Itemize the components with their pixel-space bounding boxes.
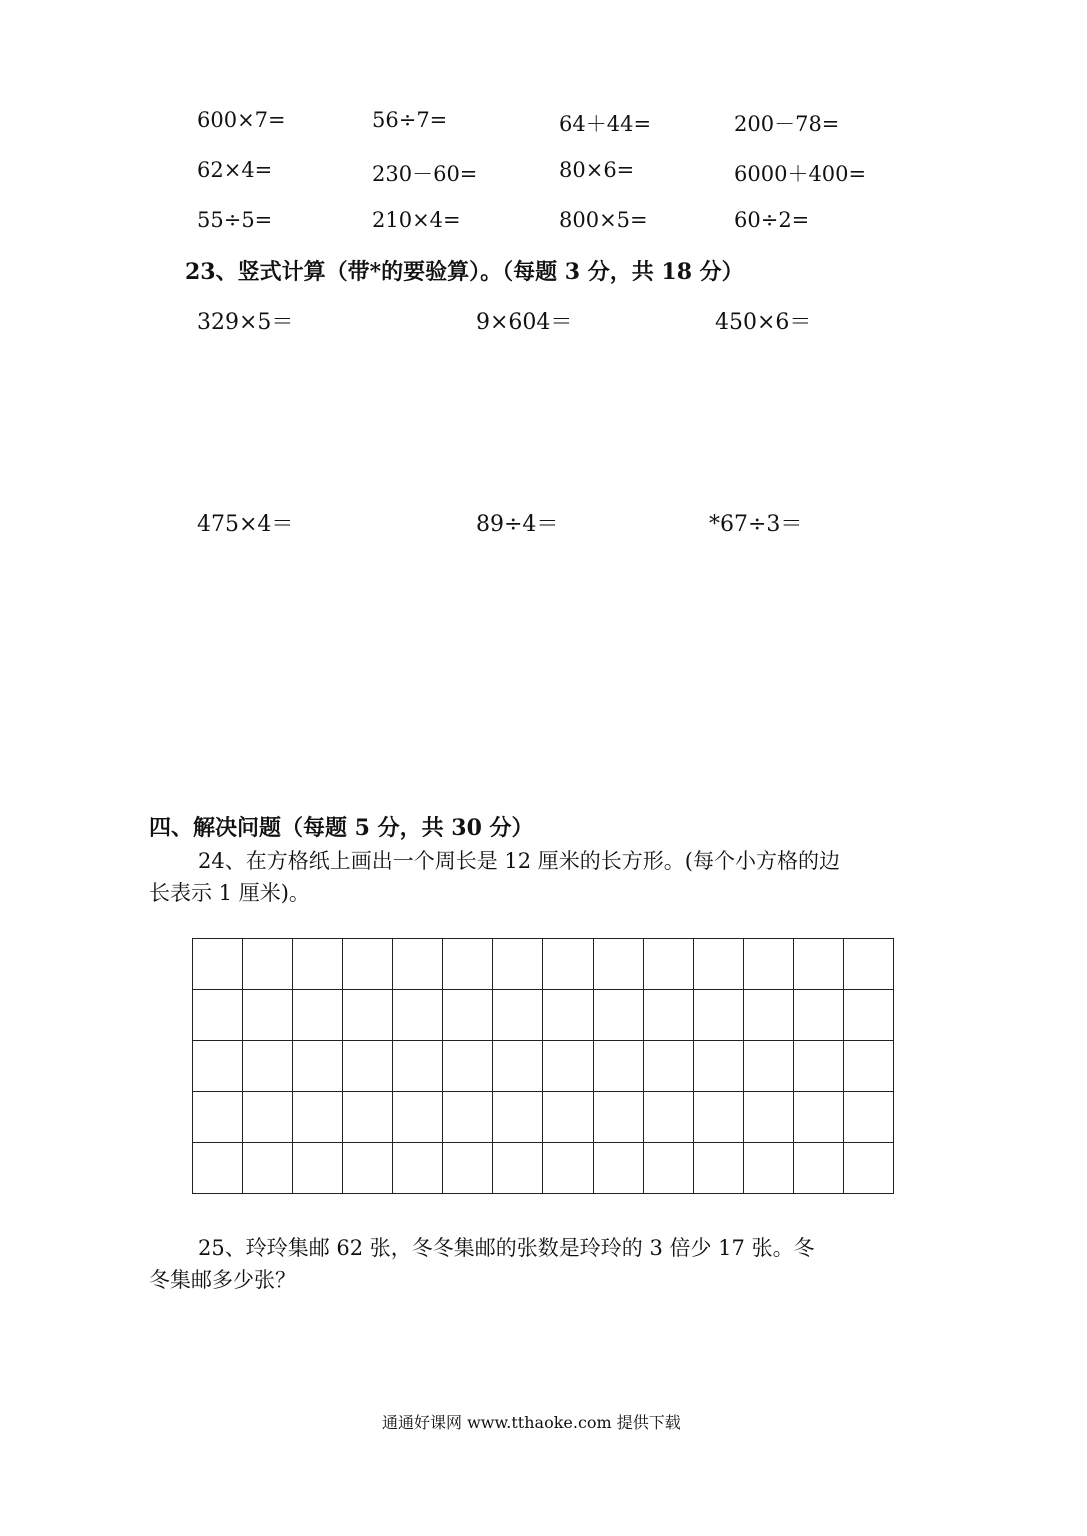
grid-cell[interactable] [743, 939, 793, 990]
grid-cell[interactable] [643, 1092, 693, 1143]
vertical-calc-item: 450×6＝ [715, 310, 812, 335]
q24-text-line-2: 长表示 1 厘米)。 [149, 881, 310, 905]
q23-heading: 23、竖式计算（带*的要验算）。（每题 3 分，共 18 分） [185, 259, 744, 285]
grid-cell[interactable] [843, 1041, 893, 1092]
grid-cell[interactable] [443, 1041, 493, 1092]
grid-cell[interactable] [593, 1041, 643, 1092]
grid-cell[interactable] [543, 990, 593, 1041]
grid-cell[interactable] [243, 939, 293, 990]
grid-cell[interactable] [193, 939, 243, 990]
grid-cell[interactable] [193, 1041, 243, 1092]
vertical-calc-item: *67÷3＝ [709, 512, 803, 537]
grid-cell[interactable] [293, 1143, 343, 1194]
grid-cell[interactable] [193, 990, 243, 1041]
grid-row [193, 1041, 894, 1092]
grid-cell[interactable] [343, 1092, 393, 1143]
grid-cell[interactable] [643, 939, 693, 990]
grid-cell[interactable] [843, 1143, 893, 1194]
vertical-calc-item: 89÷4＝ [476, 512, 559, 537]
oral-calc-item: 80×6= [559, 158, 635, 182]
grid-cell[interactable] [393, 939, 443, 990]
grid-cell[interactable] [293, 990, 343, 1041]
grid-cell[interactable] [543, 939, 593, 990]
grid-cell[interactable] [643, 1143, 693, 1194]
oral-calc-item: 210×4= [372, 208, 461, 232]
oral-calc-item: 600×7= [197, 108, 286, 132]
grid-cell[interactable] [493, 939, 543, 990]
grid-row [193, 1143, 894, 1194]
grid-cell[interactable] [443, 939, 493, 990]
grid-cell[interactable] [493, 990, 543, 1041]
grid-cell[interactable] [193, 1092, 243, 1143]
grid-cell[interactable] [743, 1143, 793, 1194]
grid-cell[interactable] [593, 1092, 643, 1143]
grid-cell[interactable] [393, 990, 443, 1041]
oral-calc-item: 62×4= [197, 158, 273, 182]
oral-calc-item: 230－60= [372, 162, 478, 186]
grid-cell[interactable] [393, 1041, 443, 1092]
grid-cell[interactable] [693, 939, 743, 990]
grid-cell[interactable] [593, 1143, 643, 1194]
grid-cell[interactable] [593, 939, 643, 990]
vertical-calc-item: 9×604＝ [476, 310, 573, 335]
square-grid-paper[interactable] [192, 938, 894, 1194]
q24-text-line-1: 24、在方格纸上画出一个周长是 12 厘米的长方形。(每个小方格的边 [198, 849, 840, 873]
grid-cell[interactable] [543, 1041, 593, 1092]
grid-cell[interactable] [443, 1143, 493, 1194]
oral-calc-item: 55÷5= [197, 208, 273, 232]
grid-cell[interactable] [543, 1092, 593, 1143]
oral-calc-item: 56÷7= [372, 108, 448, 132]
grid-cell[interactable] [243, 1092, 293, 1143]
grid-cell[interactable] [293, 1041, 343, 1092]
grid-cell[interactable] [193, 1143, 243, 1194]
q25-text-line-1: 25、玲玲集邮 62 张，冬冬集邮的张数是玲玲的 3 倍少 17 张。冬 [198, 1236, 815, 1260]
section-4-heading: 四、解决问题（每题 5 分，共 30 分） [149, 815, 534, 841]
grid-cell[interactable] [293, 1092, 343, 1143]
grid-cell[interactable] [743, 990, 793, 1041]
grid-cell[interactable] [393, 1143, 443, 1194]
grid-cell[interactable] [593, 990, 643, 1041]
grid-cell[interactable] [343, 939, 393, 990]
oral-calc-item: 6000＋400= [734, 162, 867, 186]
grid-row [193, 1092, 894, 1143]
grid-row [193, 939, 894, 990]
grid-cell[interactable] [443, 1092, 493, 1143]
grid-cell[interactable] [843, 990, 893, 1041]
grid-row [193, 990, 894, 1041]
grid-cell[interactable] [793, 990, 843, 1041]
grid-cell[interactable] [793, 939, 843, 990]
oral-calc-item: 200－78= [734, 112, 840, 136]
grid-cell[interactable] [693, 990, 743, 1041]
grid-cell[interactable] [543, 1143, 593, 1194]
grid-cell[interactable] [493, 1041, 543, 1092]
grid-cell[interactable] [643, 1041, 693, 1092]
footer-text: 通通好课网 www.tthaoke.com 提供下载 [382, 1413, 681, 1432]
grid-cell[interactable] [843, 1092, 893, 1143]
grid-cell[interactable] [793, 1041, 843, 1092]
grid-cell[interactable] [843, 939, 893, 990]
grid-cell[interactable] [793, 1092, 843, 1143]
oral-calc-item: 800×5= [559, 208, 648, 232]
oral-calc-item: 60÷2= [734, 208, 810, 232]
grid-cell[interactable] [243, 1143, 293, 1194]
vertical-calc-item: 329×5＝ [197, 310, 294, 335]
grid-cell[interactable] [693, 1143, 743, 1194]
grid-cell[interactable] [743, 1092, 793, 1143]
grid-cell[interactable] [343, 1143, 393, 1194]
grid-cell[interactable] [693, 1092, 743, 1143]
grid-cell[interactable] [393, 1092, 443, 1143]
q25-text-line-2: 冬集邮多少张？ [149, 1268, 296, 1292]
grid-cell[interactable] [793, 1143, 843, 1194]
grid-cell[interactable] [293, 939, 343, 990]
grid-cell[interactable] [643, 990, 693, 1041]
vertical-calc-item: 475×4＝ [197, 512, 294, 537]
grid-cell[interactable] [443, 990, 493, 1041]
grid-cell[interactable] [343, 1041, 393, 1092]
grid-cell[interactable] [493, 1092, 543, 1143]
oral-calc-item: 64＋44= [559, 112, 652, 136]
grid-cell[interactable] [493, 1143, 543, 1194]
grid-cell[interactable] [243, 1041, 293, 1092]
grid-cell[interactable] [343, 990, 393, 1041]
grid-cell[interactable] [243, 990, 293, 1041]
grid-cell[interactable] [693, 1041, 743, 1092]
grid-cell[interactable] [743, 1041, 793, 1092]
